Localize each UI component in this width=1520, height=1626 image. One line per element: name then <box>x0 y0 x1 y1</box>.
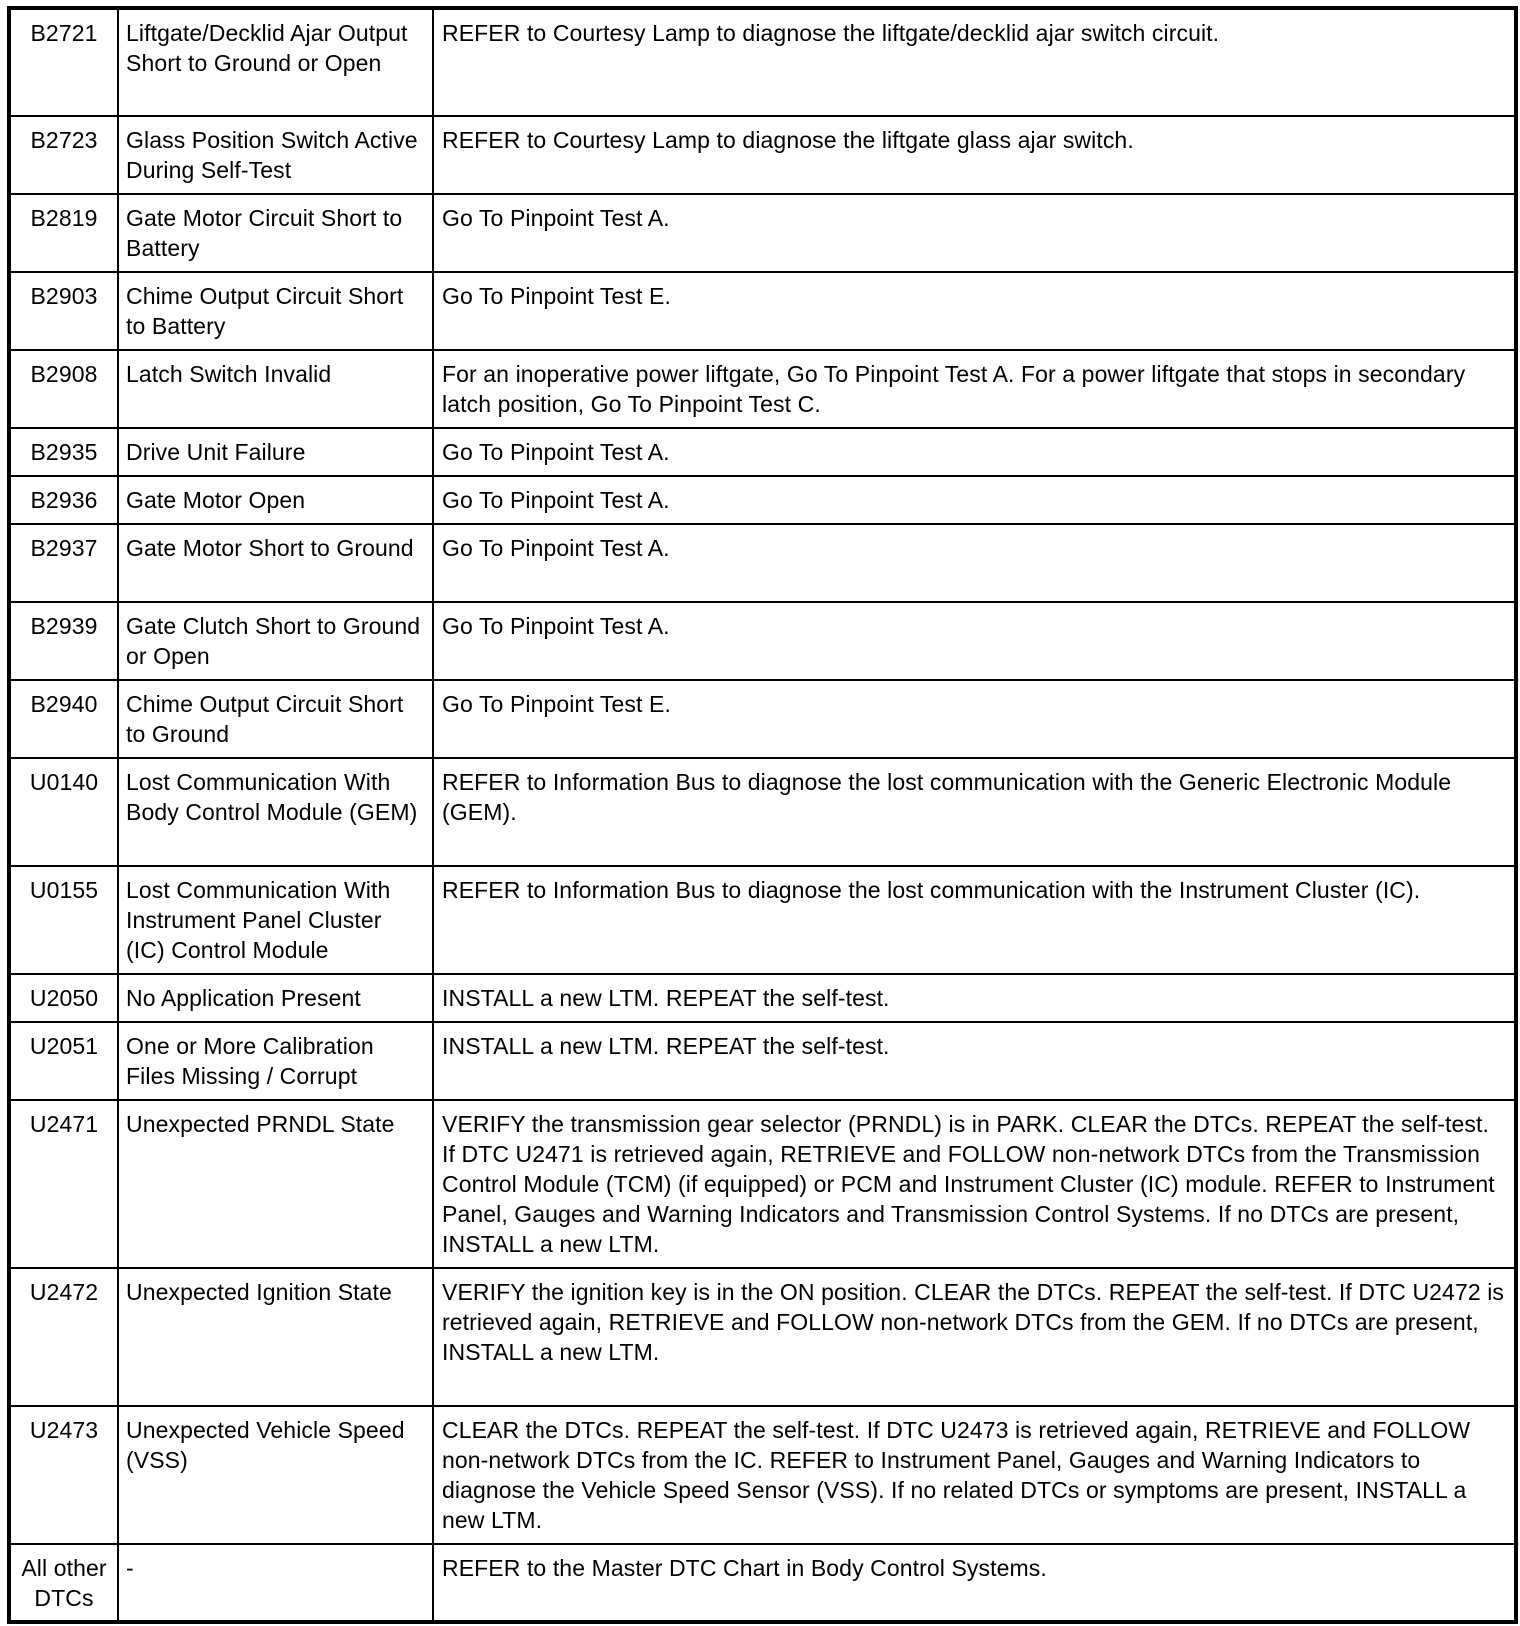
table-row <box>9 1022 1516 1100</box>
dtc-action: Go To Pinpoint Test A. <box>433 194 1516 272</box>
dtc-action: Go To Pinpoint Test A. <box>433 524 1516 602</box>
dtc-code: B2939 <box>9 602 118 680</box>
dtc-description: Gate Motor Circuit Short to Battery <box>118 194 433 272</box>
dtc-code: B2935 <box>9 428 118 476</box>
dtc-description: Lost Communication With Instrument Panel Cluster (IC) Control Module <box>118 866 433 974</box>
dtc-code: B2937 <box>9 524 118 602</box>
table-row <box>9 1268 1516 1406</box>
table-row <box>9 866 1516 974</box>
table-row <box>9 194 1516 272</box>
dtc-description: Unexpected Ignition State <box>118 1268 433 1406</box>
dtc-action: For an inoperative power liftgate, Go To Pinpoint Test A. For a power liftgate that stops in secondary latch position, Go To Pinpoint Test C. <box>433 350 1516 428</box>
dtc-action: REFER to Information Bus to diagnose the lost communication with the Generic Electronic Module (GEM). <box>433 758 1516 866</box>
dtc-description: No Application Present <box>118 974 433 1022</box>
table-row <box>9 758 1516 866</box>
dtc-description: Latch Switch Invalid <box>118 350 433 428</box>
table-row <box>9 1100 1516 1268</box>
dtc-code: U0155 <box>9 866 118 974</box>
dtc-description: Gate Motor Open <box>118 476 433 524</box>
dtc-code: B2903 <box>9 272 118 350</box>
dtc-code: B2819 <box>9 194 118 272</box>
dtc-action: VERIFY the transmission gear selector (PRNDL) is in PARK. CLEAR the DTCs. REPEAT the self-test. If DTC U2471 is retrieved again, RETRIEVE and FOLLOW non-network DTCs from the Transmission Control Module (TCM) (if equipped) or PCM and Instrument Cluster (IC) module. REFER to Instrument Panel, Gauges and Warning Indicators and Transmission Control Systems. If no DTCs are present, INSTALL a new LTM. <box>433 1100 1516 1268</box>
dtc-action: CLEAR the DTCs. REPEAT the self-test. If DTC U2473 is retrieved again, RETRIEVE and FOLLOW non-network DTCs from the IC. REFER to Instrument Panel, Gauges and Warning Indicators to diagnose the Vehicle Speed Sensor (VSS). If no related DTCs or symptoms are present, INSTALL a new LTM. <box>433 1406 1516 1544</box>
table-row <box>9 524 1516 602</box>
dtc-description: Chime Output Circuit Short to Ground <box>118 680 433 758</box>
table-row <box>9 272 1516 350</box>
dtc-code: U2472 <box>9 1268 118 1406</box>
dtc-code: B2936 <box>9 476 118 524</box>
table-row <box>9 680 1516 758</box>
dtc-description: - <box>118 1544 433 1622</box>
dtc-code: B2908 <box>9 350 118 428</box>
table-row <box>9 476 1516 524</box>
dtc-description: Chime Output Circuit Short to Battery <box>118 272 433 350</box>
dtc-code: B2723 <box>9 116 118 194</box>
table-row <box>9 428 1516 476</box>
dtc-code: B2940 <box>9 680 118 758</box>
dtc-description: Liftgate/Decklid Ajar Output Short to Ground or Open <box>118 8 433 116</box>
table-row <box>9 974 1516 1022</box>
table-row <box>9 116 1516 194</box>
dtc-code: U2051 <box>9 1022 118 1100</box>
dtc-action: REFER to Information Bus to diagnose the lost communication with the Instrument Cluster (IC). <box>433 866 1516 974</box>
dtc-code: U0140 <box>9 758 118 866</box>
dtc-description: One or More Calibration Files Missing / Corrupt <box>118 1022 433 1100</box>
dtc-action: REFER to Courtesy Lamp to diagnose the liftgate/decklid ajar switch circuit. <box>433 8 1516 116</box>
dtc-code: All other DTCs <box>9 1544 118 1622</box>
table-row <box>9 602 1516 680</box>
dtc-description: Unexpected Vehicle Speed (VSS) <box>118 1406 433 1544</box>
dtc-description: Lost Communication With Body Control Module (GEM) <box>118 758 433 866</box>
dtc-action: Go To Pinpoint Test E. <box>433 272 1516 350</box>
dtc-description: Glass Position Switch Active During Self-Test <box>118 116 433 194</box>
dtc-description: Unexpected PRNDL State <box>118 1100 433 1268</box>
dtc-table <box>7 6 1518 1624</box>
table-row <box>9 8 1516 116</box>
dtc-action: REFER to the Master DTC Chart in Body Control Systems. <box>433 1544 1516 1622</box>
dtc-description: Drive Unit Failure <box>118 428 433 476</box>
dtc-code: B2721 <box>9 8 118 116</box>
dtc-action: Go To Pinpoint Test A. <box>433 476 1516 524</box>
dtc-code: U2473 <box>9 1406 118 1544</box>
dtc-action: Go To Pinpoint Test E. <box>433 680 1516 758</box>
dtc-action: INSTALL a new LTM. REPEAT the self-test. <box>433 1022 1516 1100</box>
table-row <box>9 1544 1516 1622</box>
dtc-code: U2050 <box>9 974 118 1022</box>
dtc-action: Go To Pinpoint Test A. <box>433 602 1516 680</box>
dtc-description: Gate Motor Short to Ground <box>118 524 433 602</box>
dtc-action: Go To Pinpoint Test A. <box>433 428 1516 476</box>
dtc-action: INSTALL a new LTM. REPEAT the self-test. <box>433 974 1516 1022</box>
dtc-action: VERIFY the ignition key is in the ON position. CLEAR the DTCs. REPEAT the self-test. If DTC U2472 is retrieved again, RETRIEVE and FOLLOW non-network DTCs from the GEM. If no DTCs are present, INSTALL a new LTM. <box>433 1268 1516 1406</box>
dtc-code: U2471 <box>9 1100 118 1268</box>
dtc-description: Gate Clutch Short to Ground or Open <box>118 602 433 680</box>
table-row <box>9 1406 1516 1544</box>
dtc-action: REFER to Courtesy Lamp to diagnose the liftgate glass ajar switch. <box>433 116 1516 194</box>
table-row <box>9 350 1516 428</box>
